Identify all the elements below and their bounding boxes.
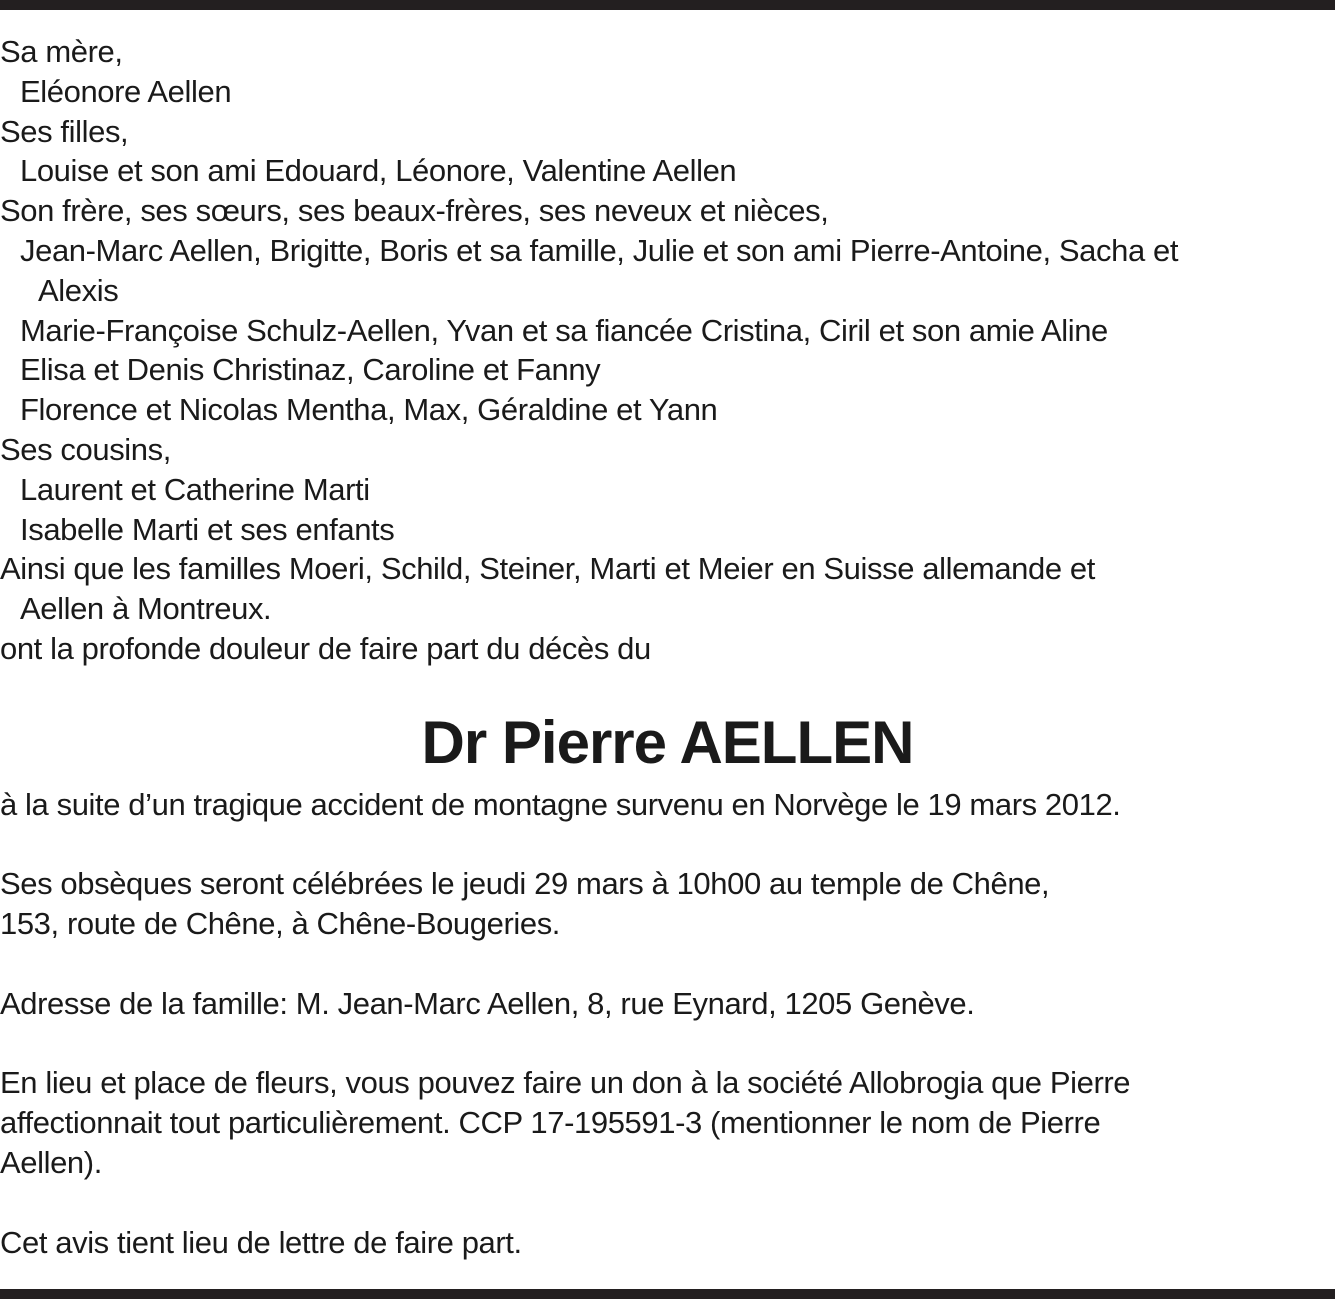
donation-line: En lieu et place de fleurs, vous pouvez faire un don à la société Allobrogia que Pierre (0, 1065, 1131, 1101)
top-rule (0, 0, 1335, 10)
family-line: Elisa et Denis Christinaz, Caroline et Fanny (20, 352, 601, 388)
spacer (0, 1024, 1335, 1064)
family-line: Ainsi que les familles Moeri, Schild, Steiner, Marti et Meier en Suisse allemande et (0, 551, 1095, 587)
family-line: Isabelle Marti et ses enfants (20, 511, 395, 547)
family-line: Alexis (38, 272, 119, 308)
family-line: Sa mère, (0, 34, 123, 69)
family-line: Louise et son ami Edouard, Léonore, Valentine Aellen (20, 153, 737, 189)
closing-text: Cet avis tient lieu de lettre de faire part. (0, 1224, 522, 1260)
family-line: Ses filles, (0, 113, 129, 149)
family-line: Jean-Marc Aellen, Brigitte, Boris et sa famille, Julie et son ami Pierre-Antoine, Sacha et (20, 232, 1179, 268)
deceased-name: Dr Pierre AELLEN (421, 708, 914, 776)
donation-line: affectionnait tout particulièrement. CCP 17-195591-3 (mentionner le nom de Pierre (0, 1105, 1101, 1141)
family-line: Florence et Nicolas Mentha, Max, Géraldine et Yann (20, 392, 718, 428)
funeral-line: Ses obsèques seront célébrées le jeudi 29 mars à 10h00 au temple de Chêne, (0, 866, 1050, 902)
family-line: Eléonore Aellen (20, 73, 232, 109)
family-line: Laurent et Catherine Marti (20, 471, 370, 507)
circumstances-text: à la suite d’un tragique accident de montagne survenu en Norvège le 19 mars 2012. (0, 786, 1121, 822)
family-address: Adresse de la famille: M. Jean-Marc Aellen, 8, rue Eynard, 1205 Genève. (0, 985, 975, 1021)
family-line: Ses cousins, (0, 431, 171, 467)
donation-line: Aellen). (0, 1144, 102, 1180)
spacer (0, 1183, 1335, 1223)
funeral-line: 153, route de Chêne, à Chêne-Bougeries. (0, 906, 561, 942)
spacer (0, 825, 1335, 865)
obituary-notice (0, 32, 1335, 1262)
family-line: ont la profonde douleur de faire part du décès du (0, 630, 651, 666)
family-list (0, 32, 1335, 669)
family-line: Son frère, ses sœurs, ses beaux-frères, ses neveux et nièces, (0, 193, 829, 229)
spacer (0, 944, 1335, 984)
bottom-rule (0, 1289, 1335, 1299)
family-line: Aellen à Montreux. (20, 591, 272, 627)
spacer (0, 669, 1335, 705)
family-line: Marie-Françoise Schulz-Aellen, Yvan et sa fiancée Cristina, Ciril et son amie Aline (20, 312, 1108, 348)
